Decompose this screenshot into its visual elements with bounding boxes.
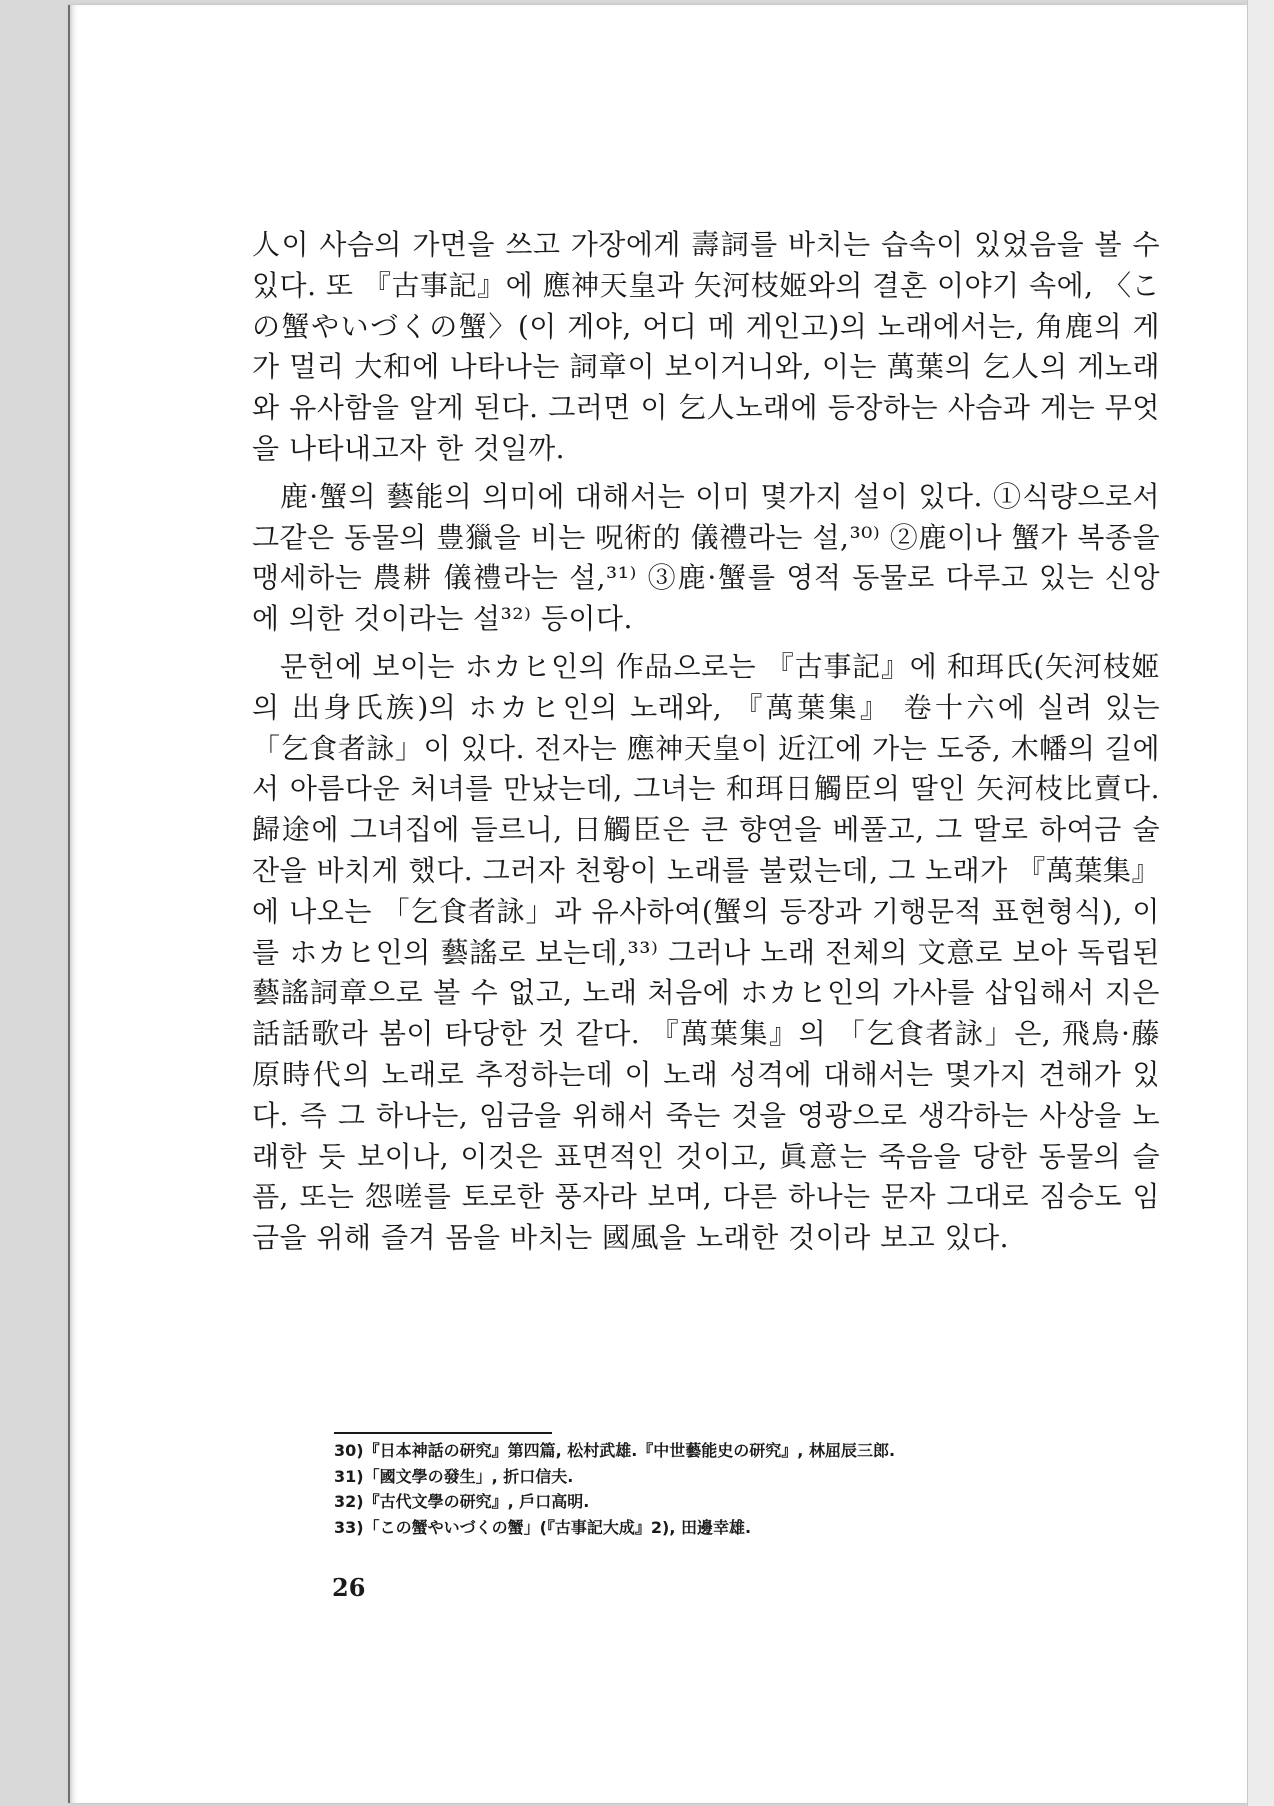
- paragraph-3: 문헌에 보이는 ホカヒ인의 作品으로는 『古事記』에 和珥氏(矢河枝姬의 出身氏族)의 ホカヒ인의 노래와, 『萬葉集』 卷十六에 실려 있는 「乞食者詠」이 있다. 전자는 應神天皇이 近江에 가는 도중, 木幡의 길에서 아름다운 처녀를 만났는데, 그녀는 和珥日觸臣의 딸인 矢河枝比賣다. 歸途에 그녀집에 들르니, 日觸臣은 큰 향연을 베풀고, 그 딸로 하여금 술잔을 바치게 했다. 그러자 천황이 노래를 불렀는데, 그 노래가 『萬葉集』에 나오는 「乞食者詠」과 유사하여(蟹의 등장과 기행문적 표현형식), 이를 ホカヒ인의 藝謠로 보는데,³³⁾ 그러나 노래 전체의 文意로 보아 독립된 藝謠詞章으로 볼 수 없고, 노래 처음에 ホカヒ인의 가사를 삽입해서 지은 話話歌라 봄이 타당한 것 같다. 『萬葉集』의 「乞食者詠」은, 飛鳥·藤原時代의 노래로 추정하는데 이 노래 성격에 대해서는 몇가지 견해가 있다. 즉 그 하나는, 임금을 위해서 죽는 것을 영광으로 생각하는 사상을 노래한 듯 보이나, 이것은 표면적인 것이고, 眞意는 죽음을 당한 동물의 슬픔, 또는 怨嗟를 토로한 풍자라 보며, 다른 하나는 문자 그대로 짐승도 임금을 위해 즐겨 몸을 바치는 國風을 노래한 것이라 보고 있다.: [252, 649, 1160, 1255]
- paragraph-1: 人이 사슴의 가면을 쓰고 가장에게 壽詞를 바치는 습속이 있었음을 볼 수 있다. 또 『古事記』에 應神天皇과 矢河枝姬와의 결혼 이야기 속에, 〈この蟹やいづくの蟹〉(이 게야, 어디 메 게인고)의 노래에서는, 角鹿의 게가 멀리 大和에 나타나는 詞章이 보이거니와, 이는 萬葉의 乞人의 게노래와 유사함을 알게 된다. 그러면 이 乞人노래에 등장하는 사슴과 게는 무엇을 나타내고자 한 것일까.: [252, 228, 1160, 465]
- footnote-32: 32)『古代文學の研究』, 戶口高明.: [334, 1492, 590, 1511]
- footnote-33: 33)「この蟹やいづくの蟹」(『古事記大成』2), 田邊幸雄.: [334, 1517, 752, 1537]
- body-text: [252, 225, 1160, 1266]
- footnote-separator: [334, 1432, 552, 1434]
- footnote-30: 30)『日本神話の研究』第四篇, 松村武雄.『中世藝能史の研究』, 林屈辰三郎.: [334, 1441, 896, 1460]
- document-page: [68, 5, 1250, 1803]
- footnotes: [334, 1438, 1174, 1540]
- page-number: 26: [332, 1573, 366, 1602]
- footnote-31: 31)「國文學の發生」, 折口信夫.: [334, 1466, 574, 1486]
- viewer-right-edge: [1247, 0, 1274, 1806]
- paragraph-2: 鹿·蟹의 藝能의 의미에 대해서는 이미 몇가지 설이 있다. ①식량으로서 그같은 동물의 豊獵을 비는 呪術的 儀禮라는 설,³⁰⁾ ②鹿이나 蟹가 복종을 맹세하는 農耕 儀禮라는 설,³¹⁾ ③鹿·蟹를 영적 동물로 다루고 있는 신앙에 의한 것이라는 설³²⁾ 등이다.: [252, 479, 1160, 636]
